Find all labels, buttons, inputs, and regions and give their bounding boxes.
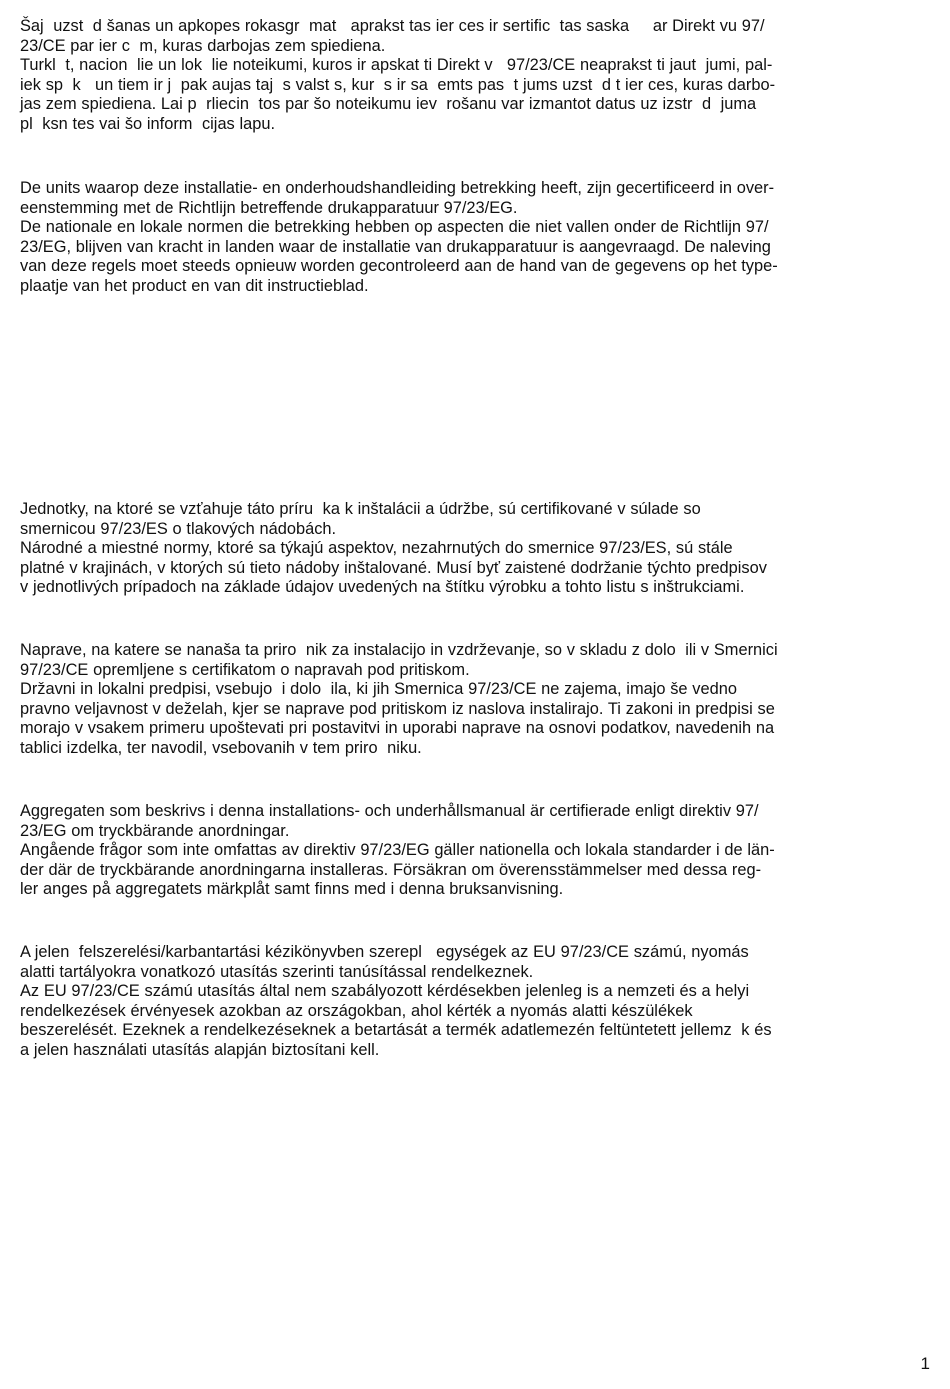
paragraph-national-rules: Angående frågor som inte omfattas av direktiv 97/23/EG gäller nationella och lokala standarder i de län- der där de tryckbärande anordningarna installeras. Försäkran om överensstämmelser med dessa reg- ler anges på aggregatets märkplåt samt finns med i denna bruksanvisning.	[20, 841, 775, 899]
paragraph-certification: Jednotky, na ktoré se vzťahuje táto príru ka k inštalácii a údržbe, sú certifikované v súlade so smernicou 97/23/ES o tlakových nádobách.	[20, 500, 701, 538]
section-slovak	[20, 500, 931, 598]
paragraph-national-rules: Turkl t, nacion lie un lok lie noteikumi, kuros ir apskat ti Direkt v 97/23/CE neaprakst ti jaut jumi, pal- iek sp k un tiem ir j pak aujas taj s valst s, kur s ir sa emts pas t jums uzst d t ier ces, kuras darbo- jas zem spiediena. Lai p rliecin tos par šo noteikumu iev rošanu var izmantot datus uz izstr d juma pl ksn tes vai šo inform cijas lapu.	[20, 56, 776, 133]
section-dutch	[20, 179, 931, 297]
section-latvian	[20, 17, 931, 135]
section-slovenian	[20, 641, 931, 759]
paragraph-certification: Aggregaten som beskrivs i denna installations- och underhållsmanual är certifierade enligt direktiv 97/ 23/EG om tryckbärande anordningar.	[20, 802, 759, 840]
paragraph-certification: Naprave, na katere se nanaša ta priro nik za instalacijo in vzdrževanje, so v skladu z dolo ili v Smernici 97/23/CE opremljene s certifikatom o napravah pod pritiskom.	[20, 641, 778, 679]
paragraph-national-rules: Národné a miestné normy, ktoré sa týkajú aspektov, nezahrnutých do smernice 97/23/ES, sú stále platné v krajinách, v ktorých sú tieto nádoby inštalované. Musí byť zaistené dodržanie týchto predpisov v jednotlivých prípadoch na základe údajov uvedených na štítku výrobku a tohto listu s inštrukciami.	[20, 539, 767, 597]
section-hungarian	[20, 943, 931, 1061]
paragraph-national-rules: Az EU 97/23/CE számú utasítás által nem szabályozott kérdésekben jelenleg is a nemzeti és a helyi rendelkezések érvényesek azokban az országokban, ahol kérték a nyomás alatti készülékek beszerelését. Ezeknek a rendelkezéseknek a betartását a termék adatlemezén feltüntetett jellemz k és a jelen használati utasítás alapján biztosítani kell.	[20, 982, 772, 1059]
paragraph-national-rules: Državni in lokalni predpisi, vsebujo i dolo ila, ki jih Smernica 97/23/CE ne zajema, imajo še vedno pravno veljavnost v deželah, kjer se naprave pod pritiskom iz naslova instalirajo. Ti zakoni in predpisi se morajo v vsakem primeru upoštevati pri postavitvi in uporabi naprave na osnovi podatkov, navedenih na tablici izdelka, ter navodil, vsebovanih v tem priro niku.	[20, 680, 775, 757]
paragraph-national-rules: De nationale en lokale normen die betrekking hebben op aspecten die niet vallen onder de Richtlijn 97/ 23/EG, blijven van kracht in landen waar de installatie van drukapparatuur is aangevraagd. De naleving van deze regels moet steeds opnieuw worden gecontroleerd aan de hand van de gegevens op het type- plaatje van het product en van dit instructieblad.	[20, 218, 778, 295]
paragraph-certification: Šaj uzst d šanas un apkopes rokasgr mat aprakst tas ier ces ir sertific tas saska ar Direkt vu 97/ 23/CE par ier c m, kuras darbojas zem spiediena.	[20, 17, 765, 55]
page-number: 1	[920, 1354, 930, 1373]
paragraph-certification: De units waarop deze installatie- en onderhoudshandleiding betrekking heeft, zijn gecertificeerd in over- eenstemming met de Richtlijn betreffende drukapparatuur 97/23/EG.	[20, 179, 775, 217]
section-swedish	[20, 802, 931, 900]
paragraph-certification: A jelen felszerelési/karbantartási kézikönyvben szerepl egységek az EU 97/23/CE számú, nyomás alatti tartályokra vonatkozó utasítás szerinti tanúsítással rendelkeznek.	[20, 943, 749, 981]
